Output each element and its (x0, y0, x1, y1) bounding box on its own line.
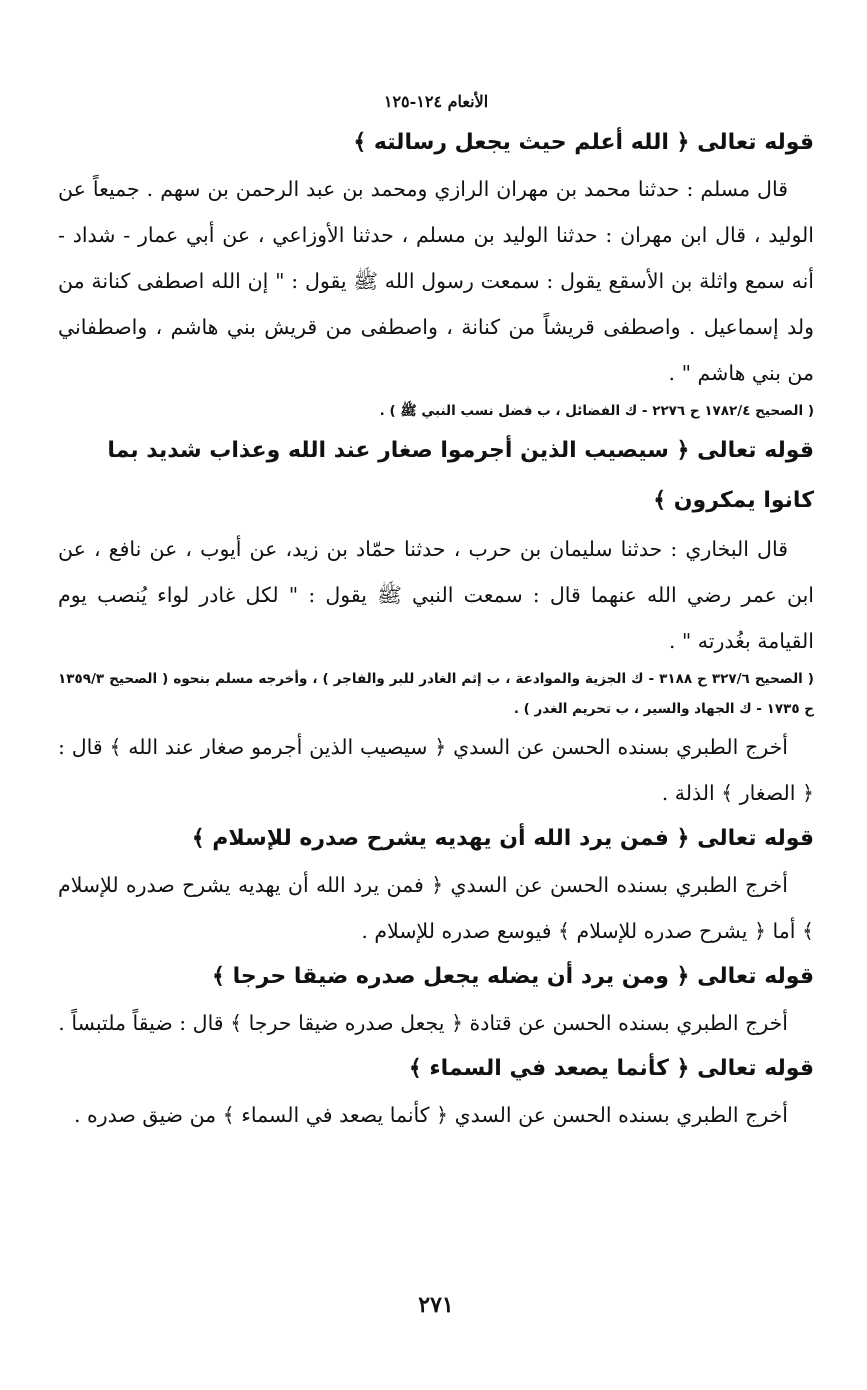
book-page (58, 0, 814, 1390)
tafsir-paragraph-1 (58, 724, 814, 816)
tafsir-paragraph-3 (58, 1000, 814, 1046)
page-body (58, 120, 814, 1138)
verse-heading-4 (58, 954, 814, 1000)
heading-text: قوله تعالى ﴿ فمن يرد الله أن يهديه يشرح صدره للإسلام ﴾ (191, 826, 814, 851)
paragraph-text: قال البخاري : حدثنا سليمان بن حرب ، حدثنا حمّاد بن زيد، عن أيوب ، عن نافع ، عن ابن عمر رضي الله عنهما قال : سمعت النبي ﷺ يقول : " لكل غادر لواء يُنصب يوم القيامة بغُدرته " . (58, 537, 814, 653)
page-number: ٢٧١ (418, 1292, 454, 1318)
verse-heading-3 (58, 816, 814, 862)
running-head: الأنعام ١٢٤-١٢٥ (383, 92, 489, 111)
tafsir-paragraph-2 (58, 862, 814, 954)
tafsir-paragraph-4 (58, 1092, 814, 1138)
hadith-paragraph-1 (58, 166, 814, 396)
paragraph-text: أخرج الطبري بسنده الحسن عن السدي ﴿ كأنما يصعد في السماء ﴾ من ضيق صدره . (74, 1103, 788, 1127)
paragraph-text: قال مسلم : حدثنا محمد بن مهران الرازي ومحمد بن عبد الرحمن بن سهم . جميعاً عن الوليد ، قال ابن مهران : حدثنا الوليد بن مسلم ، حدثنا الأوزاعي ، عن أبي عمار - شداد - أنه سمع واثلة بن الأسقع يقول : سمعت رسول الله ﷺ يقول : " إن الله اصطفى كنانة من ولد إسماعيل . واصطفى قريشاً من كنانة ، واصطفى من قريش بني هاشم ، واصطفاني من بني هاشم " . (58, 177, 814, 385)
paragraph-text: أخرج الطبري بسنده الحسن عن السدي ﴿ فمن يرد الله أن يهديه يشرح صدره للإسلام ﴾ أما ﴿ يشرح صدره للإسلام ﴾ فيوسع صدره للإسلام . (58, 873, 814, 943)
heading-text: قوله تعالى ﴿ كأنما يصعد في السماء ﴾ (408, 1056, 814, 1081)
paragraph-text: أخرج الطبري بسنده الحسن عن قتادة ﴿ يجعل صدره ضيقا حرجا ﴾ قال : ضيقاً ملتبساً . (58, 1011, 788, 1035)
verse-heading-5 (58, 1046, 814, 1092)
source-reference-2: ( الصحيح ٣٢٧/٦ ح ٣١٨٨ - ك الجزية والموادعة ، ب إثم الغادر للبر والفاجر ) ، وأخرجه مسلم بنحوه ( الصحيح ١٣٥٩/٣ ح ١٧٣٥ - ك الجهاد والسير ، ب تحريم الغدر ) . (58, 671, 814, 717)
heading-text: قوله تعالى ﴿ ومن يرد أن يضله يجعل صدره ضيقا حرجا ﴾ (212, 964, 814, 989)
hadith-paragraph-2 (58, 526, 814, 664)
verse-heading-1: قوله تعالى ﴿ الله أعلم حيث يجعل رسالته ﴾ (353, 130, 814, 155)
verse-heading-2: قوله تعالى ﴿ سيصيب الذين أجرموا صغار عند الله وعذاب شديد بما كانوا يمكرون ﴾ (107, 438, 814, 513)
paragraph-text: أخرج الطبري بسنده الحسن عن السدي ﴿ سيصيب الذين أجرمو صغار عند الله ﴾ قال : ﴿ الصغار ﴾ الذلة . (58, 735, 814, 805)
source-reference-1: ( الصحيح ١٧٨٢/٤ ح ٢٢٧٦ - ك الفضائل ، ب فضل نسب النبي ﷺ ) . (379, 403, 814, 419)
